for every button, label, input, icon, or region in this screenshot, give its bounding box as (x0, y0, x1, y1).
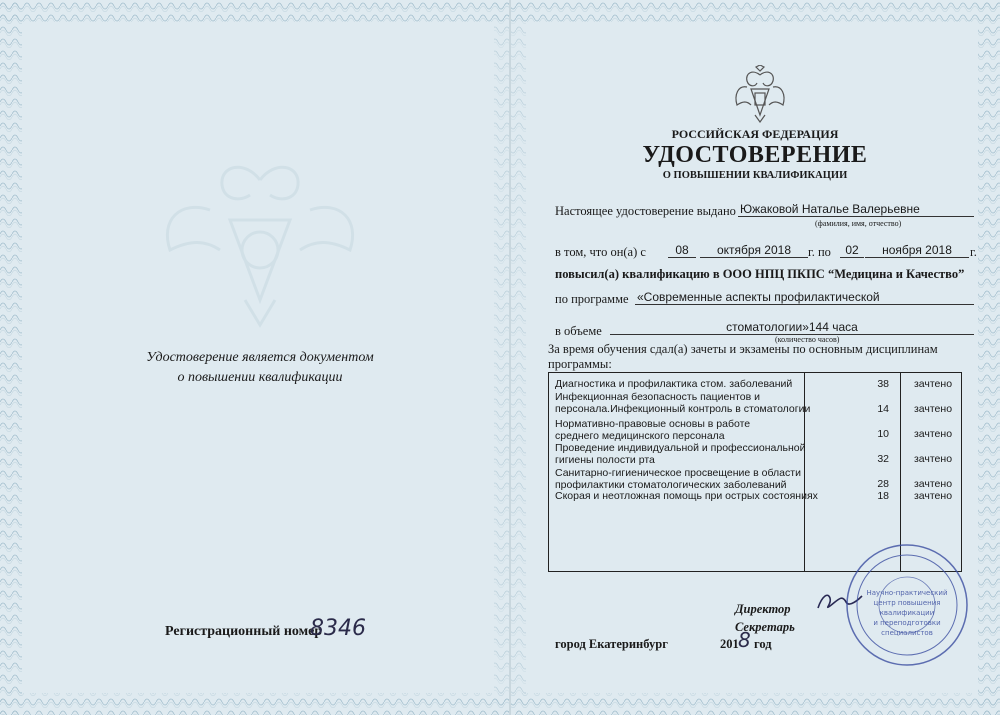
year-word: год (754, 637, 772, 651)
secretary-label: Секретарь (735, 620, 795, 634)
city: город Екатеринбург (555, 637, 668, 651)
svg-text:Научно-практический: Научно-практический (866, 589, 948, 597)
subject-name: Скорая и неотложная помощь при острых состояниях (555, 490, 818, 502)
start-month-year: октября 2018 (700, 243, 808, 258)
start-day: 08 (668, 243, 696, 258)
period-to: г. по (808, 245, 831, 259)
document-subtitle: О ПОВЫШЕНИИ КВАЛИФИКАЦИИ (662, 170, 848, 181)
subject-grade: зачтено (913, 478, 953, 490)
note-line-1: Удостоверение является документом (146, 350, 374, 365)
name-caption: (фамилия, имя, отчество) (815, 219, 902, 228)
year-suffix: г. (970, 245, 977, 259)
qualification-statement: повысил(а) квалификацию в ООО НПЦ ПКПС “Медицина и Качество” (555, 267, 965, 281)
year-prefix: 201 (720, 637, 739, 651)
document-title: УДОСТОВЕРЕНИЕ (642, 142, 868, 168)
registration-number: 8346 (310, 616, 366, 641)
issued-prefix: Настоящее удостоверение выдано (555, 204, 736, 218)
program-line-2: стоматологии»144 часа (610, 320, 974, 335)
year-digit-handwritten: 8 (738, 628, 751, 652)
certificate-note (140, 348, 380, 388)
end-day: 02 (840, 243, 864, 258)
director-label: Директор (735, 602, 791, 616)
hours-caption: (количество часов) (775, 335, 840, 344)
svg-text:специалистов: специалистов (881, 629, 933, 637)
subject-hours: 38 (877, 378, 889, 390)
subject-grade: зачтено (913, 428, 953, 440)
organization-seal (842, 540, 972, 670)
svg-text:центр повышения: центр повышения (873, 599, 941, 607)
subject-name: Инфекционная безопасность пациентов и персонала.Инфекционный контроль в стоматологии (555, 391, 811, 415)
exams-line-1: За время обучения сдал(а) зачеты и экзамены по основным дисциплинам (548, 342, 938, 356)
double-headed-eagle-watermark-icon (150, 140, 370, 330)
subject-hours: 10 (877, 428, 889, 440)
program-prefix: по программе (555, 292, 629, 306)
subject-name: Нормативно-правовые основы в работе среднего медицинского персонала (555, 418, 751, 442)
exams-line-2: программы: (548, 357, 612, 371)
volume-prefix: в объеме (555, 324, 602, 338)
subject-grade: зачтено (913, 403, 953, 415)
note-line-2: о повышении квалификации (177, 370, 343, 385)
right-page (510, 0, 1000, 715)
period-prefix: в том, что он(а) с (555, 245, 646, 259)
subject-name: Санитарно-гигиеническое просвещение в области профилактики стоматологических заболеваний (555, 467, 801, 491)
subject-name: Проведение индивидуальной и профессиональной гигиены полости рта (555, 442, 806, 466)
subject-grade: зачтено (913, 490, 953, 502)
coat-of-arms-icon (733, 65, 787, 123)
subject-grade: зачтено (913, 378, 953, 390)
subject-grade: зачтено (913, 453, 953, 465)
holder-name: Южаковой Наталье Валерьевне (738, 202, 974, 217)
subject-name: Диагностика и профилактика стом. заболеваний (555, 378, 793, 390)
subject-hours: 32 (877, 453, 889, 465)
subject-hours: 28 (877, 478, 889, 490)
program-line-1: «Современные аспекты профилактической (635, 290, 974, 305)
svg-text:квалификации: квалификации (879, 609, 935, 617)
registration-label: Регистрационный номер (165, 624, 323, 639)
svg-text:и переподготовки: и переподготовки (873, 619, 941, 627)
subject-hours: 14 (877, 403, 889, 415)
end-month-year: ноября 2018 (865, 243, 969, 258)
subject-hours: 18 (877, 490, 889, 502)
country-heading: РОССИЙСКАЯ ФЕДЕРАЦИЯ (671, 127, 839, 141)
